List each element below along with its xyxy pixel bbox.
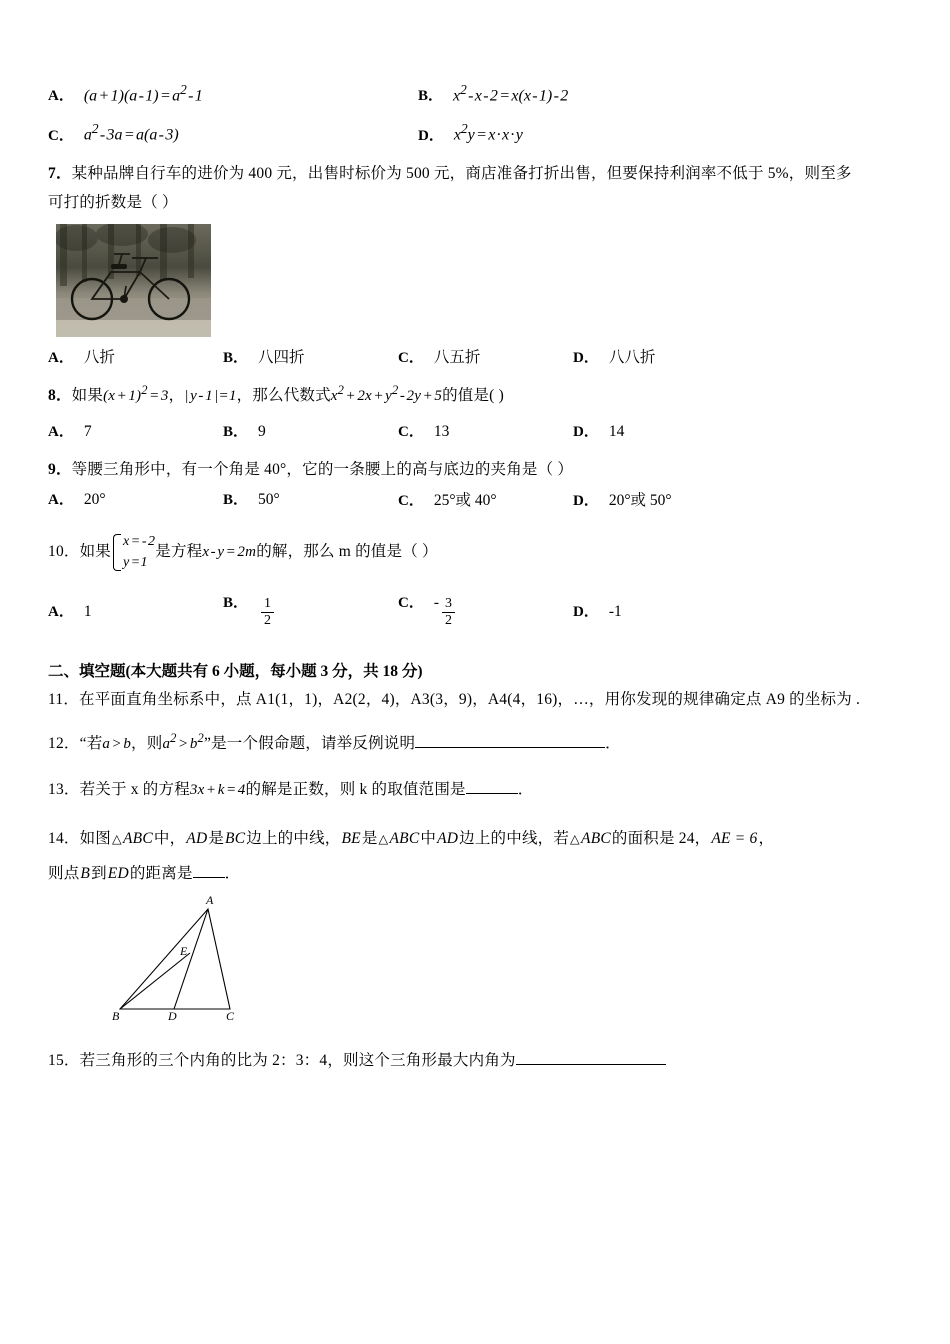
q9-option-b[interactable] bbox=[223, 488, 398, 510]
q14-lead: 如图 bbox=[79, 829, 112, 847]
q15-answer-blank[interactable] bbox=[516, 1049, 666, 1065]
q8-option-a-label: A． bbox=[48, 424, 74, 441]
q7-option-d-text: 八八折 bbox=[608, 348, 656, 366]
q12-number: 12． bbox=[48, 734, 80, 752]
q9-option-c-text: 25°或 40° bbox=[433, 492, 497, 510]
q14-answer-blank[interactable] bbox=[193, 862, 225, 878]
q7-options bbox=[48, 345, 910, 367]
triangle-label-d: D bbox=[168, 1008, 177, 1023]
q10-option-a-label: A． bbox=[48, 603, 74, 620]
q8-option-d-text: 14 bbox=[608, 423, 625, 441]
triangle-label-b: B bbox=[112, 1008, 120, 1023]
q10-option-c-fraction bbox=[442, 596, 455, 629]
paper-content bbox=[48, 78, 910, 1075]
q7-option-d-label: D． bbox=[573, 349, 599, 366]
q10-option-b[interactable] bbox=[223, 591, 398, 629]
q12-period: ． bbox=[605, 734, 621, 752]
q13-answer-blank[interactable] bbox=[466, 778, 518, 794]
q12-expr-1: a > b bbox=[102, 735, 132, 752]
question-13 bbox=[48, 773, 910, 807]
q11-text: 在平面直角坐标系中，点 A1(1，1)，A2(2，4)，A3(3，9)，A4(4，16)，…，用你发现的规律确定点 A9 的坐标为 . bbox=[79, 691, 861, 709]
question-11 bbox=[48, 685, 910, 714]
q10-option-b-numerator: 1 bbox=[261, 596, 274, 613]
q9-option-c-label: C． bbox=[398, 493, 424, 510]
question-8 bbox=[48, 379, 910, 442]
q10-system-row-1: x = - 2 bbox=[123, 534, 156, 550]
triangle-label-a: A bbox=[206, 892, 214, 907]
q13-tail: 的解是正数，则 k 的取值范围是 bbox=[245, 780, 466, 798]
q13-period: ． bbox=[517, 780, 534, 798]
q8-option-b-label: B． bbox=[223, 424, 249, 441]
q12-mid: ，则 bbox=[131, 734, 163, 752]
q10-option-c-sign: - bbox=[433, 594, 440, 612]
q10-option-b-label: B． bbox=[223, 595, 249, 612]
q14-triangle-abc-3: △ ABC bbox=[569, 821, 612, 857]
triangle-figure-svg bbox=[108, 891, 268, 1026]
q12-lead: “若 bbox=[79, 734, 103, 752]
q10-option-c-denominator: 2 bbox=[445, 613, 453, 629]
q8-tail: 的值是( ) bbox=[442, 386, 504, 404]
q9-option-b-label: B． bbox=[223, 492, 249, 509]
q6-option-c[interactable] bbox=[48, 121, 418, 144]
q13-number: 13． bbox=[48, 780, 80, 798]
q7-option-b-text: 八四折 bbox=[258, 348, 305, 366]
q11-number: 11． bbox=[48, 691, 80, 709]
q9-options bbox=[48, 488, 910, 510]
q14-line-2 bbox=[48, 857, 910, 891]
q7-option-c-text: 八五折 bbox=[433, 348, 481, 366]
q14-number: 14． bbox=[48, 829, 80, 847]
q10-mid: 是方程 bbox=[155, 543, 203, 561]
q14-segment-ed: ED bbox=[107, 864, 129, 882]
q6-option-c-label: C． bbox=[48, 127, 74, 144]
q12-answer-blank[interactable] bbox=[415, 732, 605, 748]
q8-option-d[interactable] bbox=[573, 420, 624, 441]
q10-option-a[interactable] bbox=[48, 600, 223, 621]
bicycle-photo bbox=[56, 224, 211, 337]
q14-mid-1: 中， bbox=[153, 829, 186, 847]
q8-option-b-text: 9 bbox=[258, 423, 266, 441]
q14-length-ae: AE = 6 bbox=[711, 829, 758, 847]
q6-option-a-label: A． bbox=[48, 88, 74, 105]
q10-options bbox=[48, 591, 910, 629]
q10-system bbox=[111, 532, 155, 573]
q7-line2: 可打的折数是（ ） bbox=[48, 194, 178, 212]
q7-option-b-label: B． bbox=[223, 349, 249, 366]
q14-mid-8: ， bbox=[758, 829, 775, 847]
bicycle-photo-svg bbox=[56, 224, 211, 337]
q9-text bbox=[48, 455, 910, 484]
q8-option-c[interactable] bbox=[398, 420, 573, 441]
q9-option-c[interactable] bbox=[398, 488, 573, 510]
q14-segment-ad-2: AD bbox=[437, 829, 459, 847]
q14-segment-ad-1: AD bbox=[186, 829, 208, 847]
q9-option-a-label: A． bbox=[48, 492, 74, 509]
q10-option-d-label: D． bbox=[573, 603, 599, 620]
q10-text bbox=[48, 532, 910, 573]
q15-text: 若三角形的三个内角的比为 2：3：4，则这个三角形最大内角为 bbox=[79, 1051, 516, 1069]
question-15 bbox=[48, 1046, 910, 1075]
q6-option-b[interactable] bbox=[418, 82, 568, 105]
q8-options bbox=[48, 420, 910, 441]
q6-option-row-1 bbox=[48, 82, 910, 105]
q6-option-row-2 bbox=[48, 121, 910, 144]
q13-lead: 若关于 x 的方程 bbox=[79, 780, 190, 798]
q7-line1: 某种品牌自行车的进价为 400 元，出售时标价为 500 元，商店准备打折出售，但要保持利润率不低于 5%，则至多 bbox=[71, 164, 852, 182]
q7-option-c[interactable] bbox=[398, 345, 573, 367]
q8-sep: ， bbox=[168, 386, 185, 404]
triangle-label-e: E bbox=[180, 943, 188, 958]
q7-number: 7． bbox=[48, 164, 72, 182]
q14-mid-2: 是 bbox=[208, 829, 225, 847]
q12-tail: ”是一个假命题，请举反例说明 bbox=[203, 734, 416, 752]
q6-option-c-expr: $a^2$ - 3a = a(a - 3) bbox=[83, 121, 179, 144]
q7-option-d[interactable] bbox=[573, 345, 655, 367]
section-2-title: 二、填空题(本大题共有 6 小题，每小题 3 分，共 18 分) bbox=[48, 663, 423, 681]
q8-option-c-text: 13 bbox=[433, 423, 450, 441]
q10-equation: x - y = 2m bbox=[202, 544, 257, 561]
q8-option-a[interactable] bbox=[48, 420, 223, 441]
q14-triangle-abc-2: △ ABC bbox=[378, 821, 421, 857]
q8-option-c-label: C． bbox=[398, 424, 424, 441]
q9-body: 等腰三角形中，有一个角是 40°，它的一条腰上的高与底边的夹角是（ ） bbox=[71, 461, 574, 479]
q10-option-c-numerator: 3 bbox=[442, 596, 455, 613]
q12-expr-2: $a^2$ > $b^2$ bbox=[162, 730, 204, 752]
q15-number: 15． bbox=[48, 1051, 80, 1069]
q10-option-d-text: -1 bbox=[608, 602, 622, 620]
q6-options-block bbox=[48, 82, 910, 145]
q10-tail: 的解，那么 m 的值是（ ） bbox=[256, 543, 438, 561]
question-14 bbox=[48, 821, 910, 1036]
q14-line2-tail: 的距离是 bbox=[129, 864, 193, 882]
q10-option-c[interactable] bbox=[398, 591, 573, 629]
q10-option-d[interactable] bbox=[573, 600, 622, 621]
q14-mid-7: 的面积是 24， bbox=[611, 829, 711, 847]
q10-number: 10． bbox=[48, 543, 80, 561]
q9-option-a-text: 20° bbox=[83, 491, 106, 509]
q8-option-b[interactable] bbox=[223, 420, 398, 441]
q9-option-d[interactable] bbox=[573, 488, 672, 510]
q6-option-d[interactable] bbox=[418, 121, 523, 144]
q10-option-a-text: 1 bbox=[83, 602, 92, 620]
question-7 bbox=[48, 159, 910, 367]
triangle-figure bbox=[108, 891, 268, 1036]
q8-expr-3: $x^2$ + 2x + $y^2$ - 2y + 5 bbox=[330, 382, 443, 404]
question-10 bbox=[48, 532, 910, 629]
q9-option-b-text: 50° bbox=[258, 491, 280, 509]
q8-number: 8． bbox=[48, 386, 72, 404]
q14-mid-6: 边上的中线，若 bbox=[459, 829, 570, 847]
q10-option-b-fraction bbox=[261, 596, 274, 629]
q14-period: ． bbox=[224, 864, 241, 882]
q14-line-1 bbox=[48, 821, 910, 857]
q9-option-a[interactable] bbox=[48, 488, 223, 510]
q8-option-d-label: D． bbox=[573, 424, 599, 441]
q10-option-b-denominator: 2 bbox=[264, 613, 272, 629]
q8-expr-2: | y - 1 |=1 bbox=[184, 387, 237, 404]
q6-option-a-expr: (a + 1)(a - 1) = $a^2$ - 1 bbox=[83, 82, 203, 105]
q10-lead: 如果 bbox=[79, 543, 112, 561]
q8-expr-1: (x + 1)$^2$ = 3 bbox=[103, 382, 169, 404]
q14-mid-5: 中 bbox=[420, 829, 437, 847]
q9-option-d-text: 20°或 50° bbox=[608, 492, 672, 510]
q7-text bbox=[48, 159, 910, 188]
q14-point-b: B bbox=[80, 864, 91, 882]
q10-system-row-2: y =1 bbox=[123, 554, 148, 570]
q6-option-d-label: D． bbox=[418, 127, 444, 144]
q8-lead: 如果 bbox=[71, 386, 104, 404]
q7-option-c-label: C． bbox=[398, 349, 424, 366]
q14-triangle-abc-1: △ ABC bbox=[111, 821, 154, 857]
q10-option-c-label: C． bbox=[398, 595, 424, 612]
q9-number: 9． bbox=[48, 461, 72, 479]
q14-mid-3: 边上的中线， bbox=[246, 829, 341, 847]
q7-option-b[interactable] bbox=[223, 345, 398, 367]
q14-segment-be: BE bbox=[341, 829, 361, 847]
q8-option-a-text: 7 bbox=[83, 423, 92, 441]
question-9 bbox=[48, 455, 910, 510]
q14-line2-mid: 到 bbox=[91, 864, 107, 882]
q6-option-d-expr: $x^2y$ = x · x · y bbox=[453, 121, 523, 144]
q14-segment-bc: BC bbox=[225, 829, 246, 847]
q7-option-a[interactable] bbox=[48, 345, 223, 367]
q9-option-d-label: D． bbox=[573, 493, 599, 510]
q7-option-a-label: A． bbox=[48, 349, 74, 366]
question-12 bbox=[48, 725, 910, 761]
q14-mid-4: 是 bbox=[361, 829, 378, 847]
q7-option-a-text: 八折 bbox=[83, 348, 115, 366]
q13-expr: 3x + k = 4 bbox=[189, 781, 246, 798]
q14-line2-pre: 则点 bbox=[48, 864, 80, 882]
q8-mid: ，那么代数式 bbox=[236, 386, 331, 404]
q6-option-a[interactable] bbox=[48, 82, 418, 105]
q6-option-b-label: B． bbox=[418, 88, 444, 105]
triangle-label-c: C bbox=[226, 1008, 235, 1023]
q8-text bbox=[48, 379, 910, 411]
q6-option-b-expr: $x^2$ - x - 2 = x(x - 1) - 2 bbox=[453, 82, 569, 105]
